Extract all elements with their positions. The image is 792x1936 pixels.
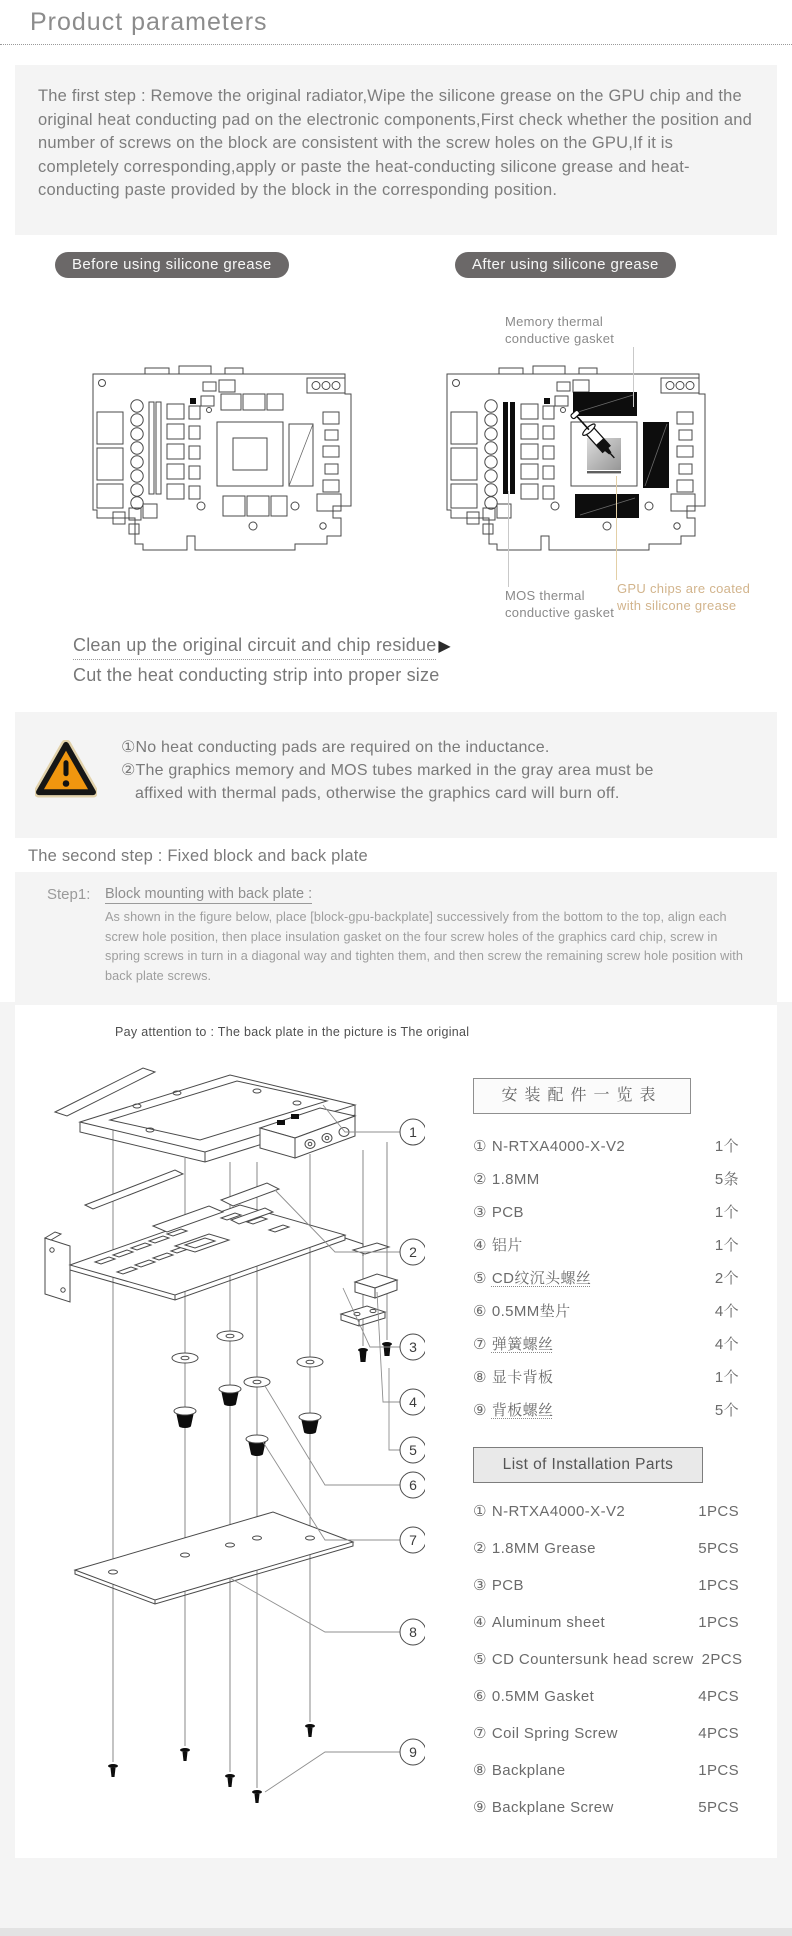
svg-text:5: 5 <box>409 1442 417 1458</box>
parts-row: ④ Aluminum sheet 1PCS <box>473 1614 739 1631</box>
step1-title: Block mounting with back plate : <box>105 886 313 902</box>
parts-row: ⑦ 弹簧螺丝 4个 <box>473 1336 739 1353</box>
mos-gasket-leader-line <box>508 491 509 587</box>
aluminum-sheet-part <box>341 1274 397 1326</box>
memory-gasket-leader-line <box>633 347 634 407</box>
svg-text:2: 2 <box>409 1244 417 1260</box>
svg-text:1: 1 <box>409 1124 417 1140</box>
warning-line-3: affixed with thermal pads, otherwise the graphics card will burn off. <box>135 785 620 802</box>
gpu-die-edge <box>587 471 621 473</box>
parts-row: ⑨ 背板螺丝 5个 <box>473 1402 739 1419</box>
parts-row: ⑤ CD纹沉头螺丝 2个 <box>473 1270 739 1287</box>
parts-row: ① N-RTXA4000-X-V2 1PCS <box>473 1503 739 1520</box>
page-header <box>0 0 792 45</box>
parts-row: ② 1.8MM Grease 5PCS <box>473 1540 739 1557</box>
bottom-bar <box>0 1928 792 1936</box>
warning-line-2: ②The graphics memory and MOS tubes marked in the gray area must be <box>121 762 654 779</box>
svg-text:4: 4 <box>409 1394 417 1410</box>
figure-wrapper <box>0 1002 792 1928</box>
after-grease-label: After using silicone grease <box>455 252 676 278</box>
parts-row: ⑥ 0.5MM Gasket 4PCS <box>473 1688 739 1705</box>
figure-note: Pay attention to : The back plate in the picture is The original <box>115 1025 470 1039</box>
page-title: Product parameters <box>30 8 268 36</box>
memory-gasket-annotation: Memory thermal conductive gasket <box>505 314 615 346</box>
parts-row: ④ 铝片 1个 <box>473 1237 739 1254</box>
warning-panel <box>15 712 777 838</box>
diagrams-section <box>0 235 792 712</box>
mos-gasket-annotation: MOS thermal conductive gasket <box>505 588 615 620</box>
svg-text:9: 9 <box>409 1744 417 1760</box>
parts-row: ⑧ Backplane 1PCS <box>473 1762 739 1779</box>
backplate-part <box>75 1512 353 1604</box>
figure-panel <box>15 1005 777 1858</box>
callout-circles <box>400 1119 425 1765</box>
cn-parts-list-title: 安装配件一览表 <box>473 1078 691 1114</box>
caption-clean-up: Clean up the original circuit and chip residue <box>73 635 436 660</box>
pcb-after-diagram <box>437 358 709 564</box>
warning-triangle-icon <box>35 740 97 798</box>
before-grease-label: Before using silicone grease <box>55 252 289 278</box>
diagram-caption <box>73 635 451 686</box>
parts-row: ③ PCB 1个 <box>473 1204 739 1221</box>
pcb-before-diagram <box>83 358 355 564</box>
svg-text:3: 3 <box>409 1339 417 1355</box>
parts-row: ⑥ 0.5MM垫片 4个 <box>473 1303 739 1320</box>
play-arrow-icon: ▶ <box>438 638 451 655</box>
step1-panel <box>15 872 777 1002</box>
en-parts-list <box>473 1502 743 1835</box>
parts-row: ⑧ 显卡背板 1个 <box>473 1369 739 1386</box>
step1-label: Step1: <box>47 886 91 903</box>
parts-row: ⑤ CD Countersunk head screw 2PCS <box>473 1651 743 1668</box>
mos-thermal-pad-bottom <box>575 494 639 518</box>
water-block-part <box>55 1068 355 1162</box>
second-step-heading: The second step : Fixed block and back plate <box>28 847 368 865</box>
backplane-screws <box>108 1724 315 1803</box>
coil-spring-screws <box>174 1385 321 1456</box>
bottom-spacer <box>15 1858 777 1928</box>
pcb-part <box>45 1205 389 1302</box>
mos-thermal-pad-strip <box>503 402 508 494</box>
svg-text:6: 6 <box>409 1477 417 1493</box>
gpu-grease-leader-line <box>616 476 617 580</box>
intro-panel <box>15 65 777 235</box>
svg-text:7: 7 <box>409 1532 417 1548</box>
step1-body: As shown in the figure below, place [block-gpu-backplate] successively from the bottom to the top, align each screw hole position, then place insulation gasket on the four screw holes of the graphics card chip, screw in spring screws in turn in a diagonal way and tighten them, and then screw the remaining screw hole position with back plate screws. <box>105 910 744 983</box>
warning-text <box>121 736 654 805</box>
caption-cut-strip: Cut the heat conducting strip into proper size <box>73 665 440 685</box>
parts-row: ⑦ Coil Spring Screw 4PCS <box>473 1725 739 1742</box>
parts-row: ③ PCB 1PCS <box>473 1577 739 1594</box>
gpu-grease-annotation: GPU chips are coated with silicone grease <box>617 581 751 613</box>
en-parts-list-title: List of Installation Parts <box>473 1447 703 1483</box>
cn-parts-list <box>473 1135 739 1432</box>
warning-line-1: ①No heat conducting pads are required on the inductance. <box>121 739 550 756</box>
gasket-washers <box>172 1331 323 1387</box>
parts-row: ② 1.8MM 5条 <box>473 1171 739 1188</box>
parts-row: ① N-RTXA4000-X-V2 1个 <box>473 1138 739 1155</box>
svg-text:8: 8 <box>409 1624 417 1640</box>
exploded-assembly-diagram <box>25 1050 425 1850</box>
parts-row: ⑨ Backplane Screw 5PCS <box>473 1799 739 1816</box>
intro-paragraph: The first step : Remove the original radiator,Wipe the silicone grease on the GPU chip and the original heat conducting pad on the electronic components,First check whether the position and number of screws on the block are consistent with the screw holes on the GPU,If it is completely corresponding,apply or paste the heat-conducting silicone grease and heat-conducting paste provided by the block in the corresponding position. <box>38 87 753 199</box>
